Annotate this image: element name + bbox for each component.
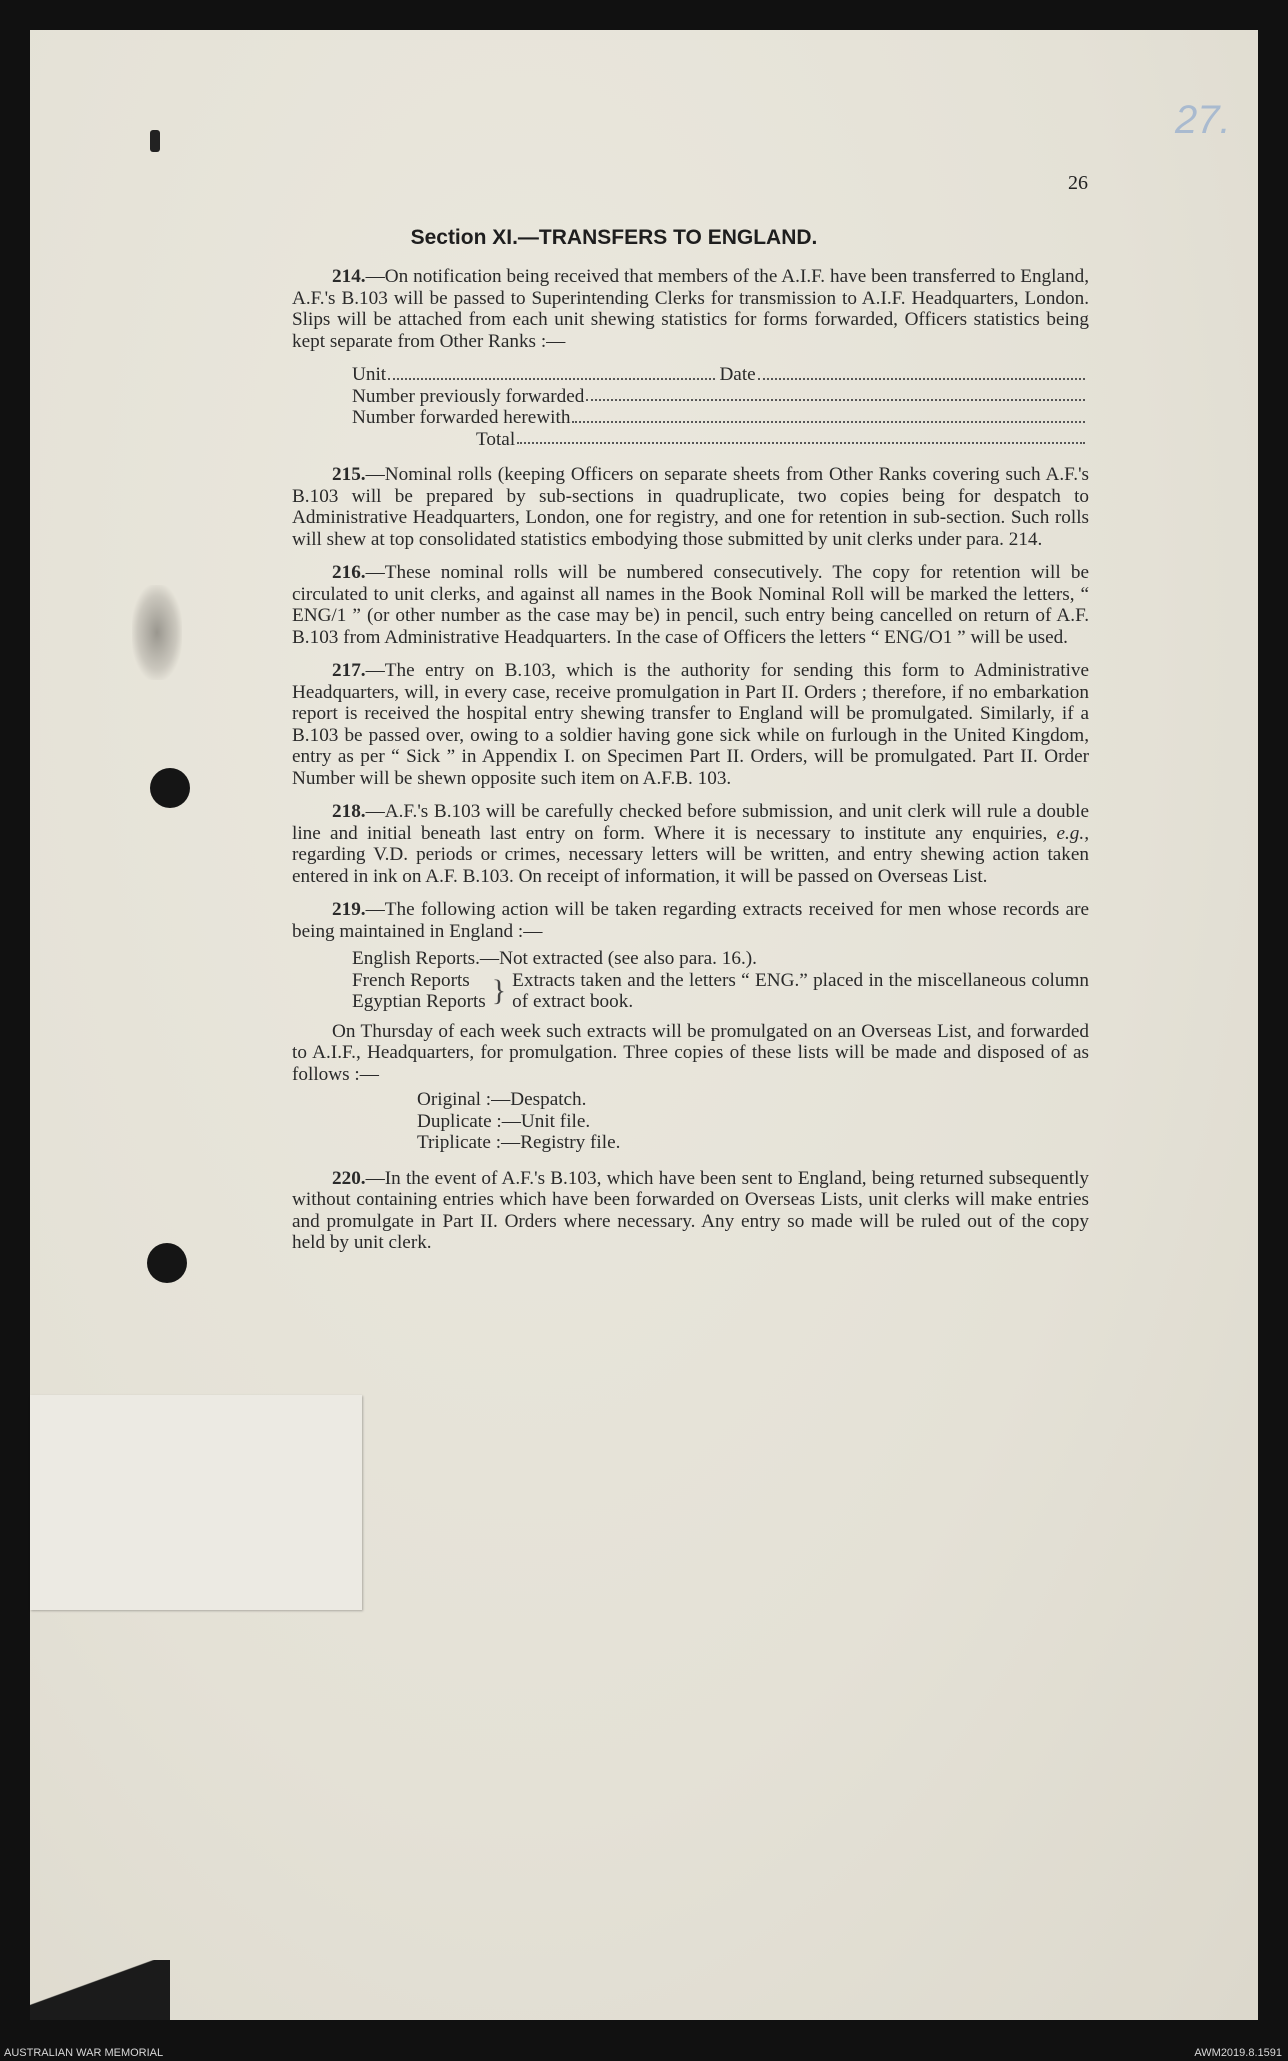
para-number: 219.: [332, 899, 366, 920]
para-number: 215.: [332, 464, 366, 485]
fill-line: [586, 386, 1085, 402]
fill-line: [388, 364, 715, 380]
para-number: 220.: [332, 1167, 366, 1189]
stat-label-unit: Unit: [352, 364, 387, 385]
para-eg: e.g.,: [1056, 822, 1089, 844]
page-corner-shadow: [30, 1960, 170, 2020]
copy-original: Original :—Despatch.: [417, 1089, 587, 1110]
stat-row-total: [352, 429, 1089, 451]
paragraph-218: [292, 801, 1089, 887]
para-text: —On notification being received that members of the A.I.F. have been transferred to England, A.F.'s B.103 will be passed to Superintending Clerks for transmission to A.I.F. Headquarters, London. Slips will be attached from each unit shewing statistics for forms forwarded, Officers statistics being kept separate from Other Ranks :—: [292, 266, 1089, 352]
copy-duplicate: Duplicate :—Unit file.: [417, 1110, 591, 1132]
fill-line: [572, 407, 1085, 423]
section-title: Section XI.—TRANSFERS TO ENGLAND.: [410, 226, 818, 249]
brace-symbol: }: [491, 973, 507, 1007]
english-reports-line: English Reports.—Not extracted (see also para. 16.).: [352, 948, 757, 969]
egyptian-reports: Egyptian Reports: [352, 991, 486, 1012]
para-number: 217.: [332, 660, 366, 681]
para-number: 216.: [332, 562, 366, 583]
reports-labels: [352, 970, 486, 1013]
punch-notch: [150, 130, 160, 152]
paragraph-214: [292, 266, 1089, 352]
stat-label-herewith: Number forwarded herewith: [352, 407, 571, 428]
fill-line: [758, 364, 1085, 380]
fill-line: [517, 429, 1085, 445]
copy-triplicate: Triplicate :—Registry file.: [417, 1132, 621, 1153]
body-text: [292, 266, 1089, 1266]
stat-row-previously: [352, 386, 1089, 408]
ink-smudge: [132, 585, 182, 680]
paragraph-216: [292, 562, 1089, 648]
copies-list: [417, 1089, 1089, 1154]
footer-accession-number: AWM2019.8.1591: [1194, 2047, 1282, 2059]
para-text: regarding V.D. periods or crimes, necessary letters will be written, and entry shewing action taken entered in ink on A.F. B.103. On receipt of information, it will be passed on Overseas List.: [292, 844, 1089, 887]
para-text: —These nominal rolls will be numbered consecutively. The copy for retention will be circulated to unit clerks, and against all names in the Book Nominal Roll will be marked the letters, “ ENG/1 ” (or other number as the case may be) in pencil, such entry being cancelled on return of A.F. B.103 from Administrative Headquarters. In the case of Officers the letters “ ENG/O1 ” will be used.: [292, 562, 1089, 648]
stat-label-total: Total: [476, 428, 516, 450]
punch-hole-bottom: [147, 1243, 187, 1283]
slip-faded-line: [40, 1465, 352, 1493]
paragraph-219-continued: On Thursday of each week such extracts will be promulgated on an Overseas List, and forwarded to A.I.F., Headquarters, for promulgation. Three copies of these lists will be made and disposed of as follows :—: [292, 1020, 1089, 1085]
attached-paper-slip: [30, 1395, 362, 1610]
stat-label-previously: Number previously forwarded: [352, 385, 585, 407]
para-number: 214.: [332, 266, 366, 287]
paragraph-220: [292, 1168, 1089, 1254]
para-text: —In the event of A.F.'s B.103, which have been sent to England, being returned subsequently without containing entries which have been forwarded on Overseas Lists, unit clerks will make entries and promulgate in Part II. Orders where necessary. Any entry so made will be ruled out of the copy held by unit clerk.: [292, 1167, 1089, 1253]
para-text: —The following action will be taken regarding extracts received for men whose records are being maintained in England :—: [292, 899, 1089, 942]
para-text: —A.F.'s B.103 will be carefully checked before submission, and unit clerk will rule a double line and initial beneath last entry on form. Where it is necessary to institute any enquiries,: [292, 801, 1089, 844]
french-reports: French Reports: [352, 969, 470, 991]
pencil-folio-mark: 27.: [1175, 98, 1231, 142]
paragraph-219: [292, 899, 1089, 942]
stat-row-unit: [352, 364, 1089, 386]
page-number: 26: [1068, 172, 1088, 194]
archive-footer: [0, 2046, 1288, 2061]
reports-action: Extracts taken and the letters “ ENG.” placed in the miscellaneous column of extract book.: [512, 969, 1089, 1012]
slip-faded-line: [40, 1437, 352, 1465]
paragraph-215: [292, 464, 1089, 550]
reports-block: [352, 970, 1089, 1013]
stat-row-herewith: [352, 407, 1089, 429]
para-text: —The entry on B.103, which is the authority for sending this form to Administrative Headquarters, will, in every case, receive promulgation in Part II. Orders ; therefore, if no embarkation report is received the hospital entry shewing transfer to England will be promulgated. Similarly, if a B.103 be passed over, owing to a soldier having gone sick while on furlough in the United Kingdom, entry as per “ Sick ” in Appendix I. on Specimen Part II. Orders, will be promulgated. Part II. Order Number will be shewn opposite such item on A.F.B. 103.: [292, 660, 1089, 789]
stat-label-date: Date: [719, 364, 756, 385]
footer-institution: AUSTRALIAN WAR MEMORIAL: [4, 2047, 164, 2059]
slip-faded-line: [40, 1409, 352, 1437]
para-text: —Nominal rolls (keeping Officers on separate sheets from Other Ranks covering such A.F.'s B.103 will be prepared by sub-sections in quadruplicate, two copies being for despatch to Administrative Headquarters, London, one for registry, and one for retention in sub-section. Such rolls will shew at top consolidated statistics embodying those submitted by unit clerks under para. 214.: [292, 464, 1089, 550]
punch-hole-top: [150, 768, 190, 808]
para-number: 218.: [332, 801, 366, 822]
statistics-form: [352, 364, 1089, 450]
paragraph-217: [292, 660, 1089, 789]
